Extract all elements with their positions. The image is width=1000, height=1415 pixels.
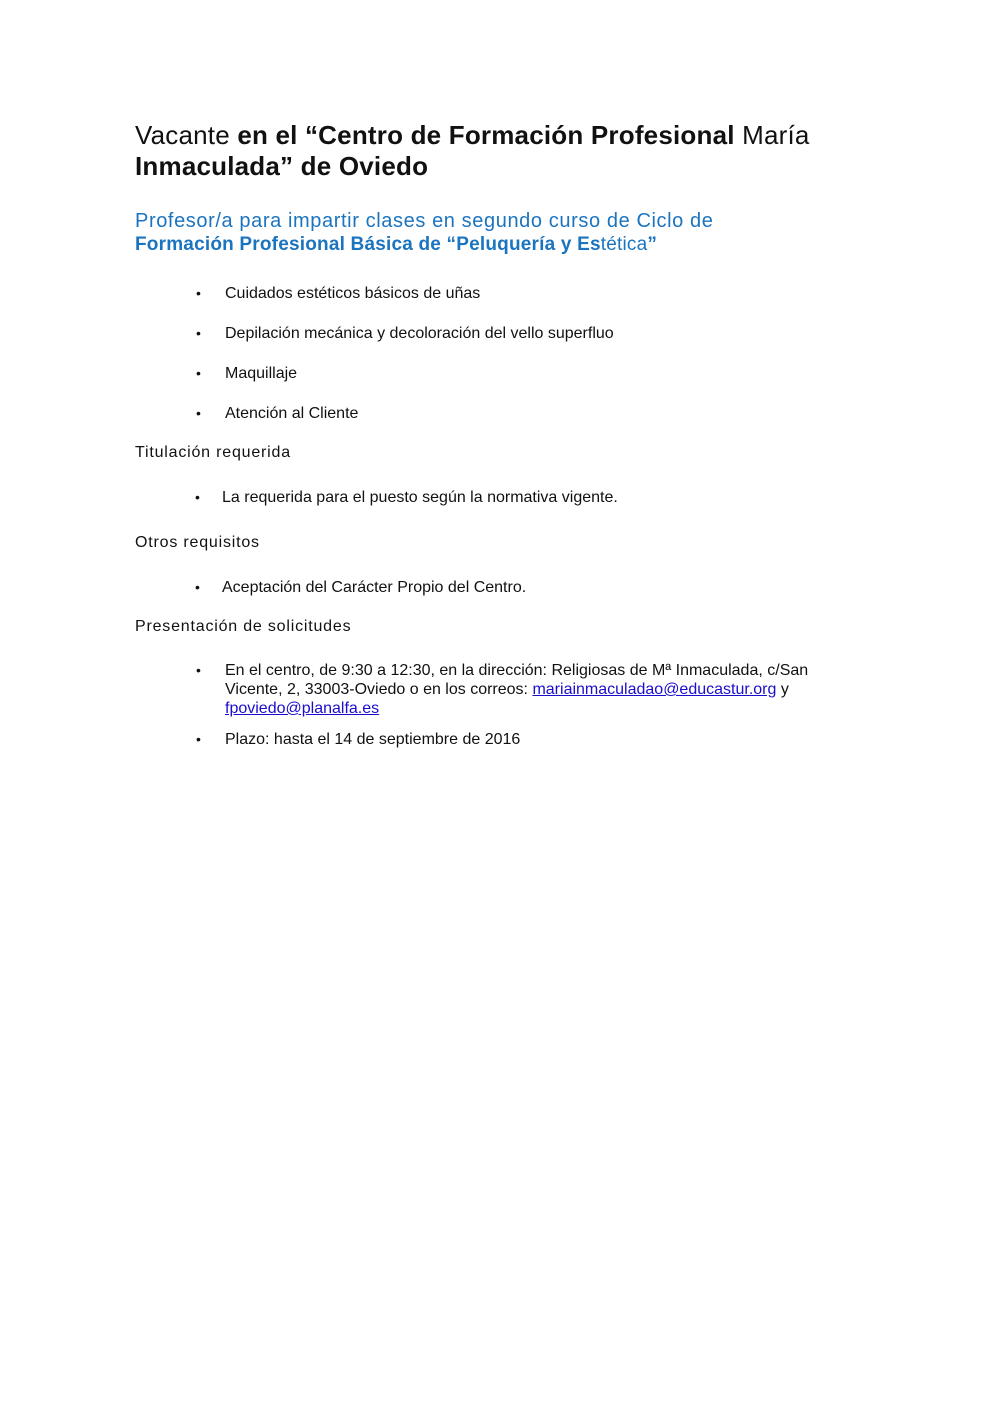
otros-text: Aceptación del Carácter Propio del Centro. [222,579,527,596]
bullet-icon: • [196,662,201,678]
bullet-icon: • [196,365,201,381]
bullet-icon: • [195,579,200,595]
title-part-1: Vacante [135,120,238,150]
subtitle-line-1: Profesor/a para impartir clases en segundo curso de Ciclo de [135,210,714,232]
bullet-icon: • [196,285,201,301]
list-item [195,488,618,507]
list-item [196,364,298,383]
bullet-icon: • [196,325,201,341]
bullet-icon: • [195,489,200,505]
otros-heading: Otros requisitos [135,534,260,551]
subtitle-line-2-normal: tética [600,234,648,255]
list-item [196,404,359,423]
position-subtitle [135,209,895,257]
email-link-educastur[interactable]: mariainmaculadao@educastur.org [532,681,777,698]
subtitle-line-2-end: ” [647,234,658,255]
connector-text: y [776,681,789,698]
title-part-2: en el “Centro de Formación Profesional [237,120,735,150]
title-part-3: María [734,120,810,150]
titulacion-heading: Titulación requerida [135,444,291,461]
presentacion-text-line-2: Vicente, 2, 33003-Oviedo o en los correos: [225,681,533,698]
list-item [196,661,865,718]
page-title [135,120,895,182]
module-text: Cuidados estéticos básicos de uñas [225,285,481,302]
bullet-icon: • [196,731,201,747]
title-part-4: Inmaculada” de Oviedo [135,151,429,181]
list-item [196,324,614,343]
presentacion-heading: Presentación de solicitudes [135,618,352,635]
list-item [195,578,527,597]
module-text: Atención al Cliente [225,405,359,422]
subtitle-line-2 [135,233,895,257]
presentacion-text-line-1: En el centro, de 9:30 a 12:30, en la dirección: Religiosas de Mª Inmaculada, c/San [225,662,809,679]
deadline-text: Plazo: hasta el 14 de septiembre de 2016 [225,731,521,748]
module-text: Depilación mecánica y decoloración del vello superfluo [225,325,614,342]
bullet-icon: • [196,405,201,421]
list-item [196,284,481,303]
email-link-planalfa[interactable]: fpoviedo@planalfa.es [225,700,380,717]
titulacion-text: La requerida para el puesto según la normativa vigente. [222,489,618,506]
list-item [196,730,521,749]
module-text: Maquillaje [225,365,298,382]
subtitle-line-2-bold: Formación Profesional Básica de “Peluquería y Es [135,234,601,255]
